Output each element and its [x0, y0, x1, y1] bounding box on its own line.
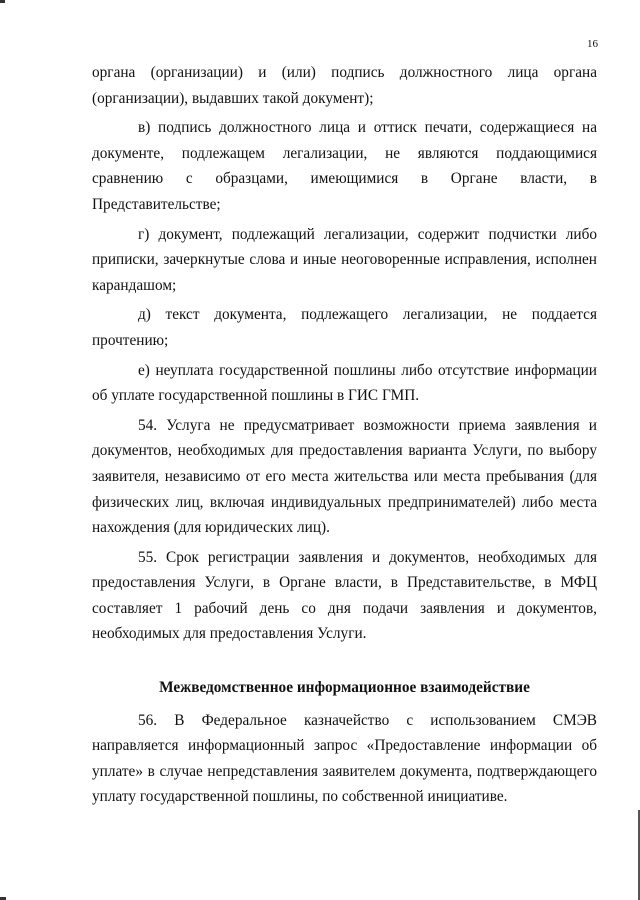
paragraph-item-e: е) неуплата государственной пошлины либо отсутствие информации об уплате государственной пошлины в ГИС ГМП.: [92, 361, 597, 405]
paragraph-56: 56. В Федеральное казначейство с использованием СМЭВ направляется информационный запрос «Предоставление информации об уплате» в случае непредставления заявителем документа, подтверждающего уплату государственной пошлины, по собственной инициативе.: [92, 711, 597, 806]
paragraph-item-v: в) подпись должностного лица и оттиск печати, содержащиеся на документе, подлежащем легализации, не являются поддающимися сравнению с образцами, имеющимися в Органе власти, в Представительстве;: [92, 119, 597, 213]
paragraph-54: 54. Услуга не предусматривает возможности приема заявления и документов, необходимых для предоставления варианта Услуги, по выбору заявителя, независимо от его места жительства или места пребывания (для физических лиц, включая индивидуальных предпринимателей) либо места нахождения (для юридических лиц).: [92, 416, 597, 537]
page-number: 16: [587, 38, 598, 50]
document-body: [92, 60, 597, 810]
scan-mark: [0, 0, 5, 3]
paragraph-continuation: органа (организации) и (или) подпись должностного лица органа (организации), выдавших такой документ);: [92, 64, 597, 107]
section-heading: Межведомственное информационное взаимодействие: [159, 679, 530, 697]
paragraph-item-d: д) текст документа, подлежащего легализации, не поддается прочтению;: [92, 306, 597, 349]
paragraph-item-g: г) документ, подлежащий легализации, содержит подчистки либо приписки, зачеркнутые слова и иные неоговоренные исправления, исполнен карандашом;: [92, 225, 597, 294]
paragraph-55: 55. Срок регистрации заявления и документов, необходимых для предоставления Услуги, в Органе власти, в Представительстве, в МФЦ составляет 1 рабочий день со дня подачи заявления и документов, необходимых для предоставления Услуги.: [92, 548, 597, 643]
